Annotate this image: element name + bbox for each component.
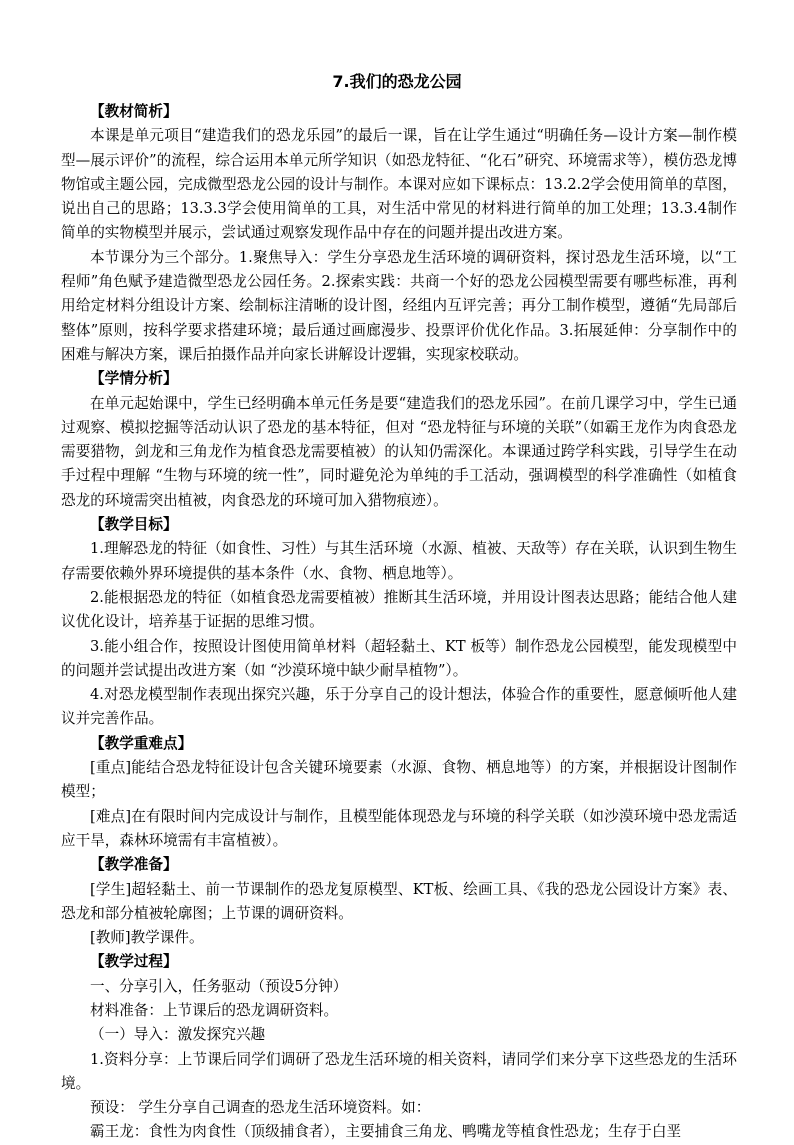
section-heading: 【教学目标】 (90, 516, 178, 534)
section-heading: 【学情分析】 (90, 370, 178, 388)
paragraph: 2.能根据恐龙的特征（如植食恐龙需要植被）推断其生活环境，并用设计图表达思路；能结合他人建议优化设计，培养基于证据的思维习惯。 (61, 588, 737, 631)
paragraph: 1.资料分享：上节课后同学们调研了恐龙生活环境的相关资料，请同学们来分享下这些恐龙的生活环境。 (61, 1050, 737, 1092)
paragraph: 材料准备：上节课后的恐龙调研资料。 (90, 1001, 339, 1019)
paragraph: 预设： 学生分享自己调查的恐龙生活环境资料。如： (90, 1099, 431, 1117)
paragraph: [重点]能结合恐龙特征设计包含关键环境要素（水源、食物、栖息地等）的方案，并根据设计图制作模型； (61, 759, 737, 801)
section-heading: 【教学重难点】 (90, 734, 193, 752)
paragraph: 一、分享引入，任务驱动（预设5分钟） (90, 977, 348, 995)
section-heading: 【教学过程】 (90, 953, 178, 971)
section-heading: 【教学准备】 (90, 856, 178, 874)
paragraph: [教师]教学课件。 (90, 929, 204, 947)
page-title: 7.我们的恐龙公园 (332, 72, 462, 91)
paragraph: 3.能小组合作，按照设计图使用简单材料（超轻黏土、KT 板等）制作恐龙公园模型，能发现模型中的问题并尝试提出改进方案（如 “沙漠环境中缺少耐旱植物”）。 (61, 637, 737, 679)
paragraph: 4.对恐龙模型制作表现出探究兴趣，乐于分享自己的设计想法，体验合作的重要性，愿意倾听他人建议并完善作品。 (61, 686, 737, 728)
document-body (61, 100, 737, 1145)
paragraph: [难点]在有限时间内完成设计与制作，且模型能体现恐龙与环境的科学关联（如沙漠环境中恐龙需适应干旱，森林环境需有丰富植被）。 (61, 807, 737, 849)
paragraph: （一）导入：激发探究兴趣 (90, 1026, 266, 1044)
paragraph: 在单元起始课中，学生已经明确本单元任务是要“建造我们的恐龙乐园”。在前几课学习中，学生已通过观察、模拟挖掘等活动认识了恐龙的基本特征，但对 “恐龙特征与环境的关联”（如霸王龙作为肉食恐龙需要猎物，剑龙和三角龙作为植食恐龙需要植被）的认知仍需深化。本课通过跨学科实践，引导学生在动手过程中理解 “生物与环境的统一性”，同时避免沦为单纯的手工活动，强调模型的科学准确性（如植食恐龙的环境需突出植被，肉食恐龙的环境可加入猎物痕迹）。 (61, 394, 737, 509)
paragraph: 本节课分为三个部分。1.聚焦导入：学生分享恐龙生活环境的调研资料，探讨恐龙生活环境，以“工程师”角色赋予建造微型恐龙公园任务。2.探索实践：共商一个好的恐龙公园模型需要有哪些标准，再利用给定材料分组设计方案、绘制标注清晰的设计图，经组内互评完善；再分工制作模型，遵循“先局部后整体”原则，按科学要求搭建环境；最后通过画廊漫步、投票评价优化作品。3.拓展延伸：分享制作中的困难与解决方案，课后拍摄作品并向家长讲解设计逻辑，实现家校联动。 (61, 248, 737, 363)
paragraph: [学生]超轻黏土、前一节课制作的恐龙复原模型、KT板、绘画工具、《我的恐龙公园设计方案》表、恐龙和部分植被轮廓图；上节课的调研资料。 (61, 880, 737, 922)
paragraph: 本课是单元项目“建造我们的恐龙乐园”的最后一课，旨在让学生通过“明确任务—设计方案—制作模型—展示评价”的流程，综合运用本单元所学知识（如恐龙特征、“化石”研究、环境需求等），模仿恐龙博物馆或主题公园，完成微型恐龙公园的设计与制作。本课对应如下课标点：13.2.2学会使用简单的草图，说出自己的思路；13.3.3学会使用简单的工具，对生活中常见的材料进行简单的加工处理；13.3.4制作简单的实物模型并展示，尝试通过观察发现作品中存在的问题并提出改进方案。 (61, 127, 737, 242)
section-heading: 【教材简析】 (90, 103, 178, 120)
paragraph: 1.理解恐龙的特征（如食性、习性）与其生活环境（水源、植被、天敌等）存在关联，认识到生物生存需要依赖外界环境提供的基本条件（水、食物、栖息地等）。 (61, 540, 737, 582)
paragraph: 霸王龙：食性为肉食性（顶级捕食者），主要捕食三角龙、鸭嘴龙等植食性恐龙；生存于白垩 (90, 1123, 682, 1141)
